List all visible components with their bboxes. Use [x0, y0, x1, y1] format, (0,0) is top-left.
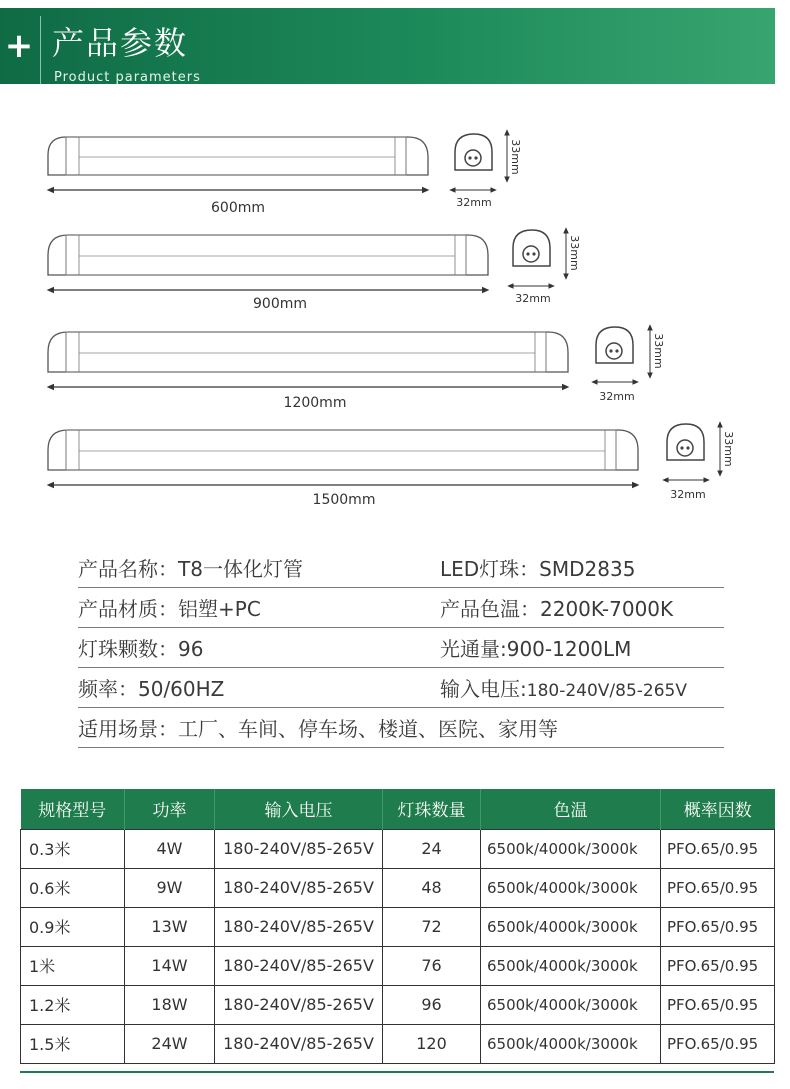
width-label: 32mm: [515, 292, 551, 305]
cell-power-factor: PFO.65/0.95: [661, 829, 775, 868]
cell-power-factor: PFO.65/0.95: [661, 946, 775, 985]
cell-color-temp: 6500k/4000k/3000k: [481, 868, 661, 907]
cell-color-temp: 6500k/4000k/3000k: [481, 907, 661, 946]
cell-power: 18W: [125, 985, 215, 1024]
cell-led-count: 76: [383, 946, 481, 985]
cell-led-count: 72: [383, 907, 481, 946]
cell-model: 1.5米: [21, 1024, 125, 1063]
spec-row: [78, 588, 724, 628]
spec-input-voltage-value: 180-240V/85-265V: [526, 681, 687, 701]
height-label: 33mm: [568, 235, 581, 271]
cell-led-count: 48: [383, 868, 481, 907]
length-label: 900mm: [253, 296, 307, 312]
cell-power: 4W: [125, 829, 215, 868]
table-row: [21, 907, 775, 946]
cell-model: 0.9米: [21, 907, 125, 946]
column-header: 输入电压: [215, 789, 383, 829]
column-header: 概率因数: [661, 789, 775, 829]
cell-power-factor: PFO.65/0.95: [661, 907, 775, 946]
cell-power-factor: PFO.65/0.95: [661, 985, 775, 1024]
width-label: 32mm: [456, 196, 492, 209]
cell-power-factor: PFO.65/0.95: [661, 868, 775, 907]
plus-icon: +: [4, 26, 34, 66]
cell-model: 1米: [21, 946, 125, 985]
spec-list: [78, 548, 724, 748]
length-label: 1200mm: [283, 395, 347, 411]
spec-product-name: 产品名称：T8一体化灯管: [78, 557, 303, 581]
cell-model: 0.6米: [21, 868, 125, 907]
cell-power: 9W: [125, 868, 215, 907]
cell-color-temp: 6500k/4000k/3000k: [481, 1024, 661, 1063]
cell-led-count: 96: [383, 985, 481, 1024]
spec-row: [78, 668, 724, 708]
spec-led-count: 灯珠颗数：96: [78, 637, 204, 661]
cell-power: 24W: [125, 1024, 215, 1063]
height-label: 33mm: [722, 431, 735, 467]
width-label: 32mm: [670, 488, 706, 501]
table-row: [21, 868, 775, 907]
table-row: [21, 829, 775, 868]
column-header: 规格型号: [21, 789, 125, 829]
dimension-diagrams: [0, 110, 790, 530]
length-label: 600mm: [211, 200, 265, 216]
tube-diagram-1200: [48, 327, 665, 411]
tube-diagram-1500: [48, 424, 735, 508]
cell-led-count: 24: [383, 829, 481, 868]
cell-model: 0.3米: [21, 829, 125, 868]
spec-row: [78, 628, 724, 668]
cell-color-temp: 6500k/4000k/3000k: [481, 829, 661, 868]
cell-color-temp: 6500k/4000k/3000k: [481, 985, 661, 1024]
cell-led-count: 120: [383, 1024, 481, 1063]
spec-row: [78, 548, 724, 588]
page-title: 产品参数: [52, 24, 189, 62]
cell-voltage: 180-240V/85-265V: [215, 985, 383, 1024]
cell-power: 14W: [125, 946, 215, 985]
cell-voltage: 180-240V/85-265V: [215, 1024, 383, 1063]
table-row: [21, 985, 775, 1024]
spec-applications: 适用场景：工厂、车间、停车场、楼道、医院、家用等: [78, 717, 558, 741]
height-label: 33mm: [509, 139, 522, 175]
page-subtitle: Product parameters: [54, 70, 201, 85]
spec-input-voltage: [440, 673, 687, 702]
spec-table: [20, 789, 774, 1064]
height-label: 33mm: [652, 333, 665, 369]
column-header: 灯珠数量: [383, 789, 481, 829]
cell-color-temp: 6500k/4000k/3000k: [481, 946, 661, 985]
spec-frequency: 频率：50/60HZ: [78, 677, 225, 701]
tube-diagram-900: [48, 230, 581, 312]
header-divider: [40, 16, 41, 84]
width-label: 32mm: [599, 390, 635, 403]
header-banner: [0, 8, 775, 84]
spec-color-temp: 产品色温：2200K-7000K: [440, 597, 674, 621]
spec-input-voltage-label: 输入电压:: [440, 677, 527, 701]
table-footer-line: [20, 1071, 774, 1073]
table-row: [21, 1024, 775, 1063]
table-header-row: [21, 789, 775, 829]
spec-luminous-flux: 光通量:900-1200LM: [440, 637, 632, 661]
cell-voltage: 180-240V/85-265V: [215, 868, 383, 907]
length-label: 1500mm: [312, 492, 376, 508]
spec-row: [78, 708, 724, 748]
cell-voltage: 180-240V/85-265V: [215, 946, 383, 985]
cell-model: 1.2米: [21, 985, 125, 1024]
column-header: 功率: [125, 789, 215, 829]
cell-voltage: 180-240V/85-265V: [215, 829, 383, 868]
table-row: [21, 946, 775, 985]
column-header: 色温: [481, 789, 661, 829]
tube-diagram-600: [48, 132, 522, 216]
spec-material: 产品材质：铝塑+PC: [78, 597, 261, 621]
cell-voltage: 180-240V/85-265V: [215, 907, 383, 946]
cell-power: 13W: [125, 907, 215, 946]
spec-led-chip: LED灯珠：SMD2835: [440, 557, 636, 581]
cell-power-factor: PFO.65/0.95: [661, 1024, 775, 1063]
